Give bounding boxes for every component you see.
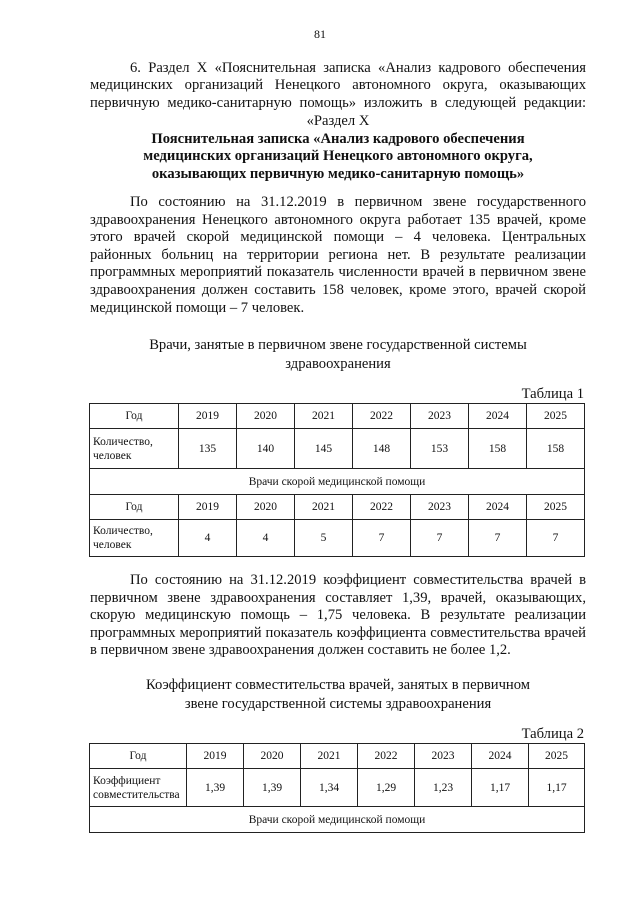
table1-count-row [90, 429, 585, 469]
table1-value2: 4 [179, 520, 237, 557]
table2-year: 2024 [472, 744, 529, 769]
table2-value: 1,17 [529, 769, 585, 807]
table1-value: 158 [469, 429, 527, 469]
table1-year2: 2022 [353, 495, 411, 520]
table1-value2: 4 [237, 520, 295, 557]
table1-section-title: Врачи скорой медицинской помощи [90, 469, 585, 495]
section-heading-line-2: медицинских организаций Ненецкого автономного округа, [143, 148, 533, 165]
table1-year: 2021 [295, 404, 353, 429]
table2-year: 2021 [301, 744, 358, 769]
table2-value: 1,17 [472, 769, 529, 807]
table1-value: 148 [353, 429, 411, 469]
table1-value2: 7 [527, 520, 585, 557]
table1-row-label: Количество, человек [90, 429, 179, 469]
table2-value: 1,39 [187, 769, 244, 807]
table1-header-row [90, 404, 585, 429]
table1-year2: 2024 [469, 495, 527, 520]
table2-header-row [90, 744, 585, 769]
table1-year: 2022 [353, 404, 411, 429]
table1-value: 135 [179, 429, 237, 469]
table1-year: 2025 [527, 404, 585, 429]
table1-year2: 2019 [179, 495, 237, 520]
table1-value: 140 [237, 429, 295, 469]
table2-year: 2019 [187, 744, 244, 769]
table2-ratio-row [90, 769, 585, 807]
section-heading-line-1: Пояснительная записка «Анализ кадрового обеспечения [151, 131, 525, 147]
table1-year2: 2023 [411, 495, 469, 520]
table2-caption-line-2: звене государственной системы здравоохранения [184, 696, 492, 712]
table1-year: 2024 [469, 404, 527, 429]
amendment-line-1: 6. Раздел X «Пояснительная записка «Анализ кадрового обеспечения [130, 60, 586, 76]
table2-year: 2025 [529, 744, 585, 769]
table1-value: 153 [411, 429, 469, 469]
paragraph-doctors-count: По состоянию на 31.12.2019 в первичном звене государственного здравоохранения Ненецкого автономного округа работает 135 врачей, кроме этого врачей скорой медицинской помощи – 4 человека. Центральных районных больниц на территории региона нет. В результате реализации программных мероприятий показатель численности врачей в первичном звене здравоохранения должен составить 158 человек, кроме этого, врачей скорой медицинской помощи – 7 человек. [90, 194, 586, 316]
table2-value: 1,29 [358, 769, 415, 807]
table1-section-row [90, 469, 585, 495]
table2-year: 2022 [358, 744, 415, 769]
table1-year: 2020 [237, 404, 295, 429]
amendment-line-2: медицинских организаций Ненецкого автономного округа, оказывающих [90, 77, 586, 94]
section-label: «Раздел X [306, 113, 370, 129]
amendment-line-3: первичную медико-санитарную помощь» изложить в следующей редакции: [90, 94, 586, 111]
table2-year: 2020 [244, 744, 301, 769]
table2-caption [90, 676, 586, 714]
table1-row2-label: Количество, человек [90, 520, 179, 557]
paragraph-combination-ratio: По состоянию на 31.12.2019 коэффициент совместительства врачей в первичном звене здравоохранения составляет 1,39, врачей, оказывающих, скорую медицинскую помощь – 1,75 человека. В результате реализации программных мероприятий показатель коэффициента совместительства врачей в первичном звене здравоохранения должен составить не более 1,2. [90, 572, 586, 659]
table2-header-label: Год [90, 744, 187, 769]
table1-year2: 2025 [527, 495, 585, 520]
table1-caption-line-1: Врачи, занятые в первичном звене государственной системы [149, 337, 527, 353]
table2-value: 1,34 [301, 769, 358, 807]
table1-label: Таблица 1 [521, 386, 584, 402]
table-2 [89, 743, 585, 833]
table1-header2-label: Год [90, 495, 179, 520]
table2-row-label: Коэффициент совместительства [90, 769, 187, 807]
table1-year2: 2020 [237, 495, 295, 520]
section-heading [90, 131, 586, 183]
amendment-paragraph [90, 60, 586, 112]
table1-value2: 7 [469, 520, 527, 557]
table1-year: 2023 [411, 404, 469, 429]
table1-header2-row [90, 495, 585, 520]
table1-value: 158 [527, 429, 585, 469]
table2-label: Таблица 2 [521, 726, 584, 742]
table1-value2: 5 [295, 520, 353, 557]
table1-value2: 7 [411, 520, 469, 557]
table-1 [89, 403, 585, 557]
section-heading-line-3: оказывающих первичную медико-санитарную помощь» [151, 165, 525, 182]
table1-header-label: Год [90, 404, 179, 429]
table1-year2: 2021 [295, 495, 353, 520]
table1-year: 2019 [179, 404, 237, 429]
table1-caption-line-2: здравоохранения [285, 356, 391, 372]
page-number: 81 [314, 27, 326, 41]
table1-value: 145 [295, 429, 353, 469]
table1-value2: 7 [353, 520, 411, 557]
table2-section-row [90, 807, 585, 833]
table2-caption-line-1: Коэффициент совместительства врачей, занятых в первичном [146, 677, 530, 693]
table2-value: 1,23 [415, 769, 472, 807]
table2-year: 2023 [415, 744, 472, 769]
table2-value: 1,39 [244, 769, 301, 807]
table1-count2-row [90, 520, 585, 557]
table2-section-title: Врачи скорой медицинской помощи [90, 807, 585, 833]
table1-caption [90, 336, 586, 374]
